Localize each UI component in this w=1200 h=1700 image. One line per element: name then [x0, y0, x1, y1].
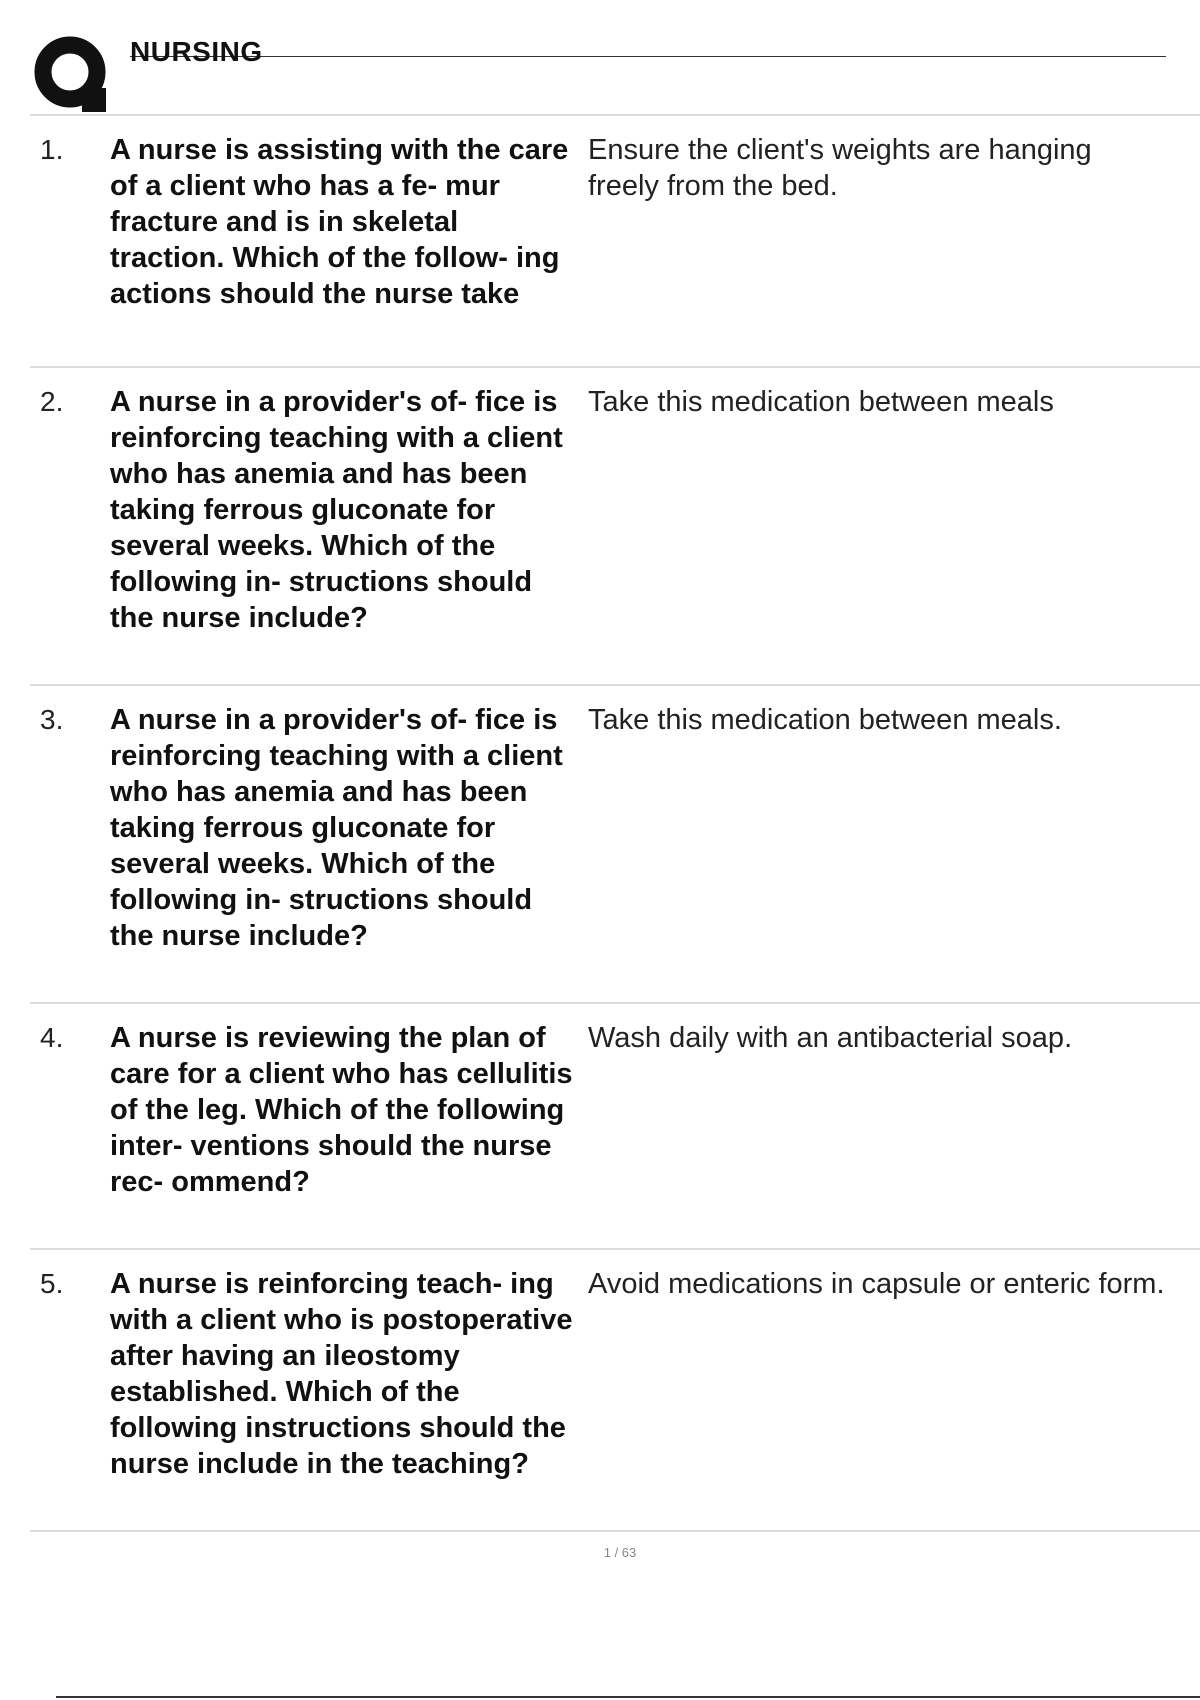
answer-text: Avoid medications in capsule or enteric form. [588, 1268, 1165, 1300]
page-number: 1 / 63 [603, 1545, 637, 1560]
question-text: A nurse is reinforcing teach- ing with a client who is postoperative after having an ileostomy established. Which of the following instructions should the nurse include in the teaching? [110, 1268, 573, 1480]
table-row [30, 1004, 1200, 1250]
page-header [30, 28, 1142, 112]
row-number: 5. [40, 1268, 64, 1299]
row-number: 1. [40, 134, 64, 165]
table-row [30, 368, 1200, 686]
row-number: 4. [40, 1022, 64, 1053]
qa-table [30, 114, 1200, 1532]
page-divider [56, 1696, 1200, 1698]
table-row [30, 116, 1200, 368]
question-text: A nurse in a provider's of- fice is reinforcing teaching with a client who has anemia and has been taking ferrous gluconate for several weeks. Which of the following in- structions should the nurse include? [110, 386, 563, 634]
answer-text: Take this medication between meals [588, 386, 1054, 418]
table-row [30, 1250, 1200, 1532]
answer-text: Ensure the client's weights are hanging freely from the bed. [588, 134, 1092, 202]
page-title: NURSING [130, 36, 263, 67]
header-rule [130, 56, 1166, 57]
answer-text: Wash daily with an antibacterial soap. [588, 1022, 1073, 1054]
question-text: A nurse is assisting with the care of a client who has a fe- mur fracture and is in skeletal traction. Which of the follow- ing actions should the nurse take [110, 134, 569, 310]
row-number: 2. [40, 386, 64, 417]
answer-text: Take this medication between meals. [588, 704, 1062, 736]
row-number: 3. [40, 704, 64, 735]
question-text: A nurse is reviewing the plan of care for a client who has cellulitis of the leg. Which of the following inter- ventions should the nurse rec- ommend? [110, 1022, 573, 1198]
question-text: A nurse in a provider's of- fice is reinforcing teaching with a client who has anemia and has been taking ferrous gluconate for several weeks. Which of the following in- structions should the nurse include? [110, 704, 563, 952]
table-row [30, 686, 1200, 1004]
q-logo-icon [32, 32, 116, 116]
